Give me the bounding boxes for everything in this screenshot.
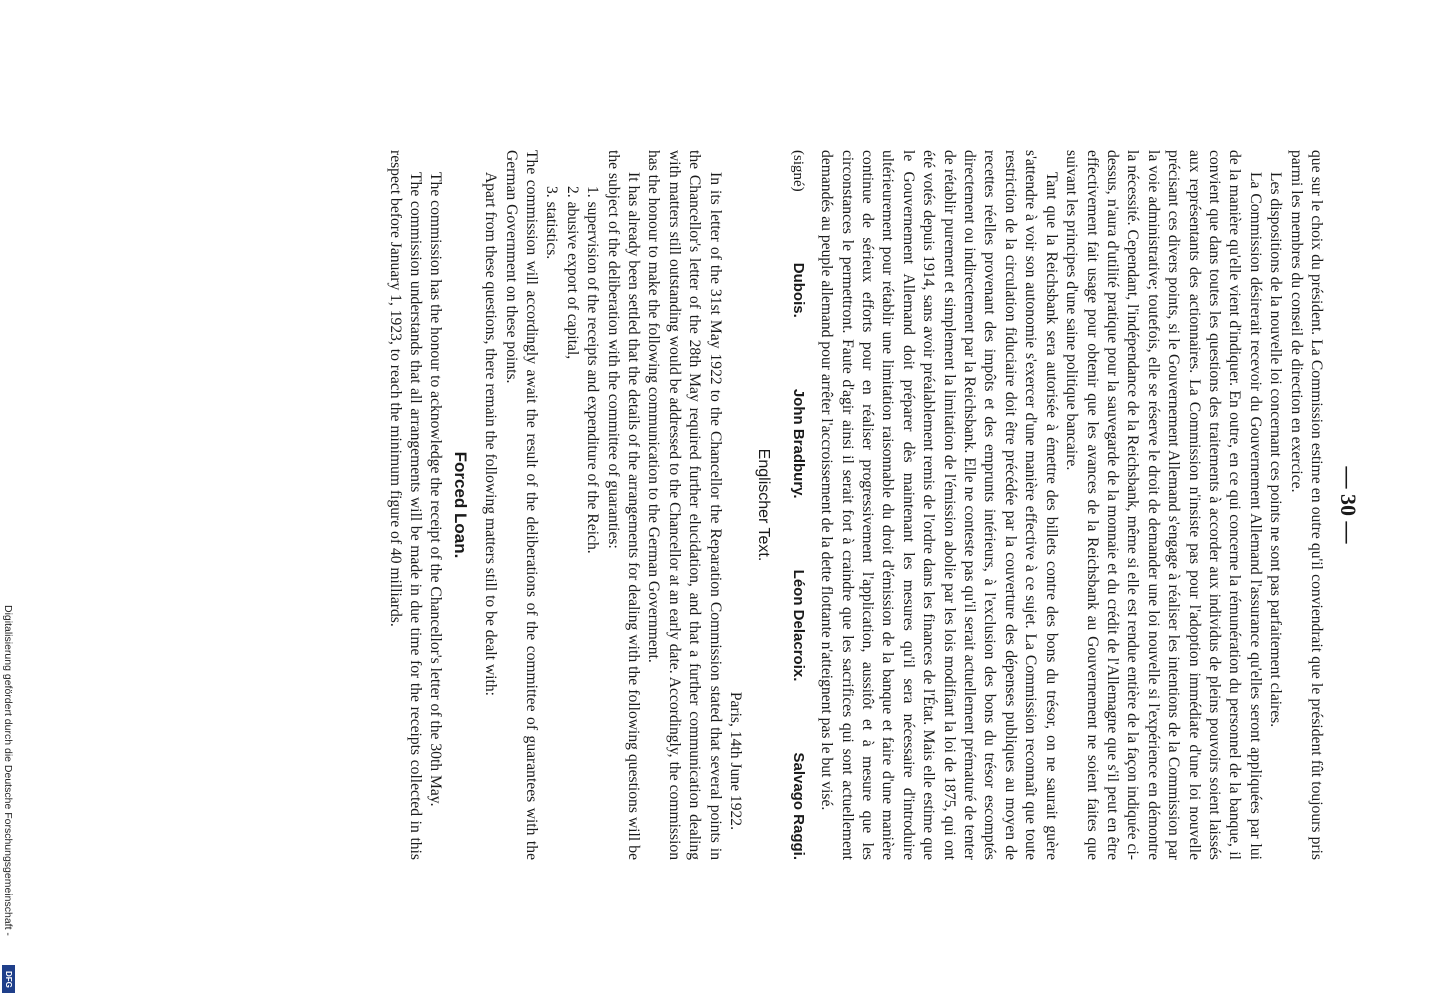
french-paragraph-3: La Commission désirerait recevoir du Gouvernement Allemand l'assurance qu'elles seront appliquées par lui de la manière qu'elle vient d'indiquer. En outre, en ce qui concerne la rémunération du personnel de la banque, il convient que dans toutes les questions des traitements à accorder aux individus de pleins pouvoirs soient laissés aux représentants des actionnaires. La Commission n'insiste pas pour l'adoption immédiate d'une loi nouvelle précisant ces divers points, si le Gouvernement Allemand s'engage à réaliser les intentions de la Commission par la voie administrative; toutefois, elle se réserve le droit de demander une loi nouvelle si l'expérience en démontre la nécessité. Cependant, l'indépendance de la Reichsbank, même si elle est rendue entière de la façon indiquée ci-dessus, n'aura d'utilité pratique pour la sauvegarde de la monnaie et du crédit de l'Allemagne que s'il peut en être effectivement fait usage pour obtenir que les avances de la Reichsbank au Gouvernement ne soient faites que suivant les principes d'une saine politique bancaire. [1063,150,1264,860]
list-item-2: 2. abusive export of capital, [563,186,581,360]
signature-line [787,150,807,860]
list-item-1: 1. supervision of the receipts and expenditure of the Reich. [584,186,602,554]
english-paragraph-2: It has already been settled that the details of the arrangements for dealing with the following questions will be the subject of the deliberation with the committee of guaranties: [604,150,642,860]
rotated-document-page [126,150,1361,860]
signature-bradbury: John Bradbury. [789,388,807,499]
english-heading: Englischer Text. [755,448,773,562]
signature-delacroix: Léon Delacroix. [789,569,807,682]
signature-raggi: Salvago Raggi. [789,752,807,860]
english-paragraph-1: In its letter of the 31st May 1922 to the Chancellor the Reparation Commission stated that several points in the Chancellor's letter of the 28th May required further elucidation, and that a further communication dealing with matters still outstanding would be addressed to the Chancellor at an early date. Accordingly, the commission has the honour to make the following communication to the German Government. [645,150,724,860]
list-item-3: 3. statistics. [543,186,561,260]
english-paragraph-3: The commission will accordingly await the result of the deliberations of the committee of guarantees with the German Government on these points. [502,150,540,860]
page-number: — 30 — [1336,466,1361,544]
english-paragraph-4: Apart from these questions, there remain the following matters still to be dealt with: [482,172,500,696]
forced-loan-paragraph-2: The commission understands that all arrangements will be made in due time for the receipts collected in this respect before January 1, 1923, to reach the minimum figure of 40 milliards. [386,150,424,860]
dateline: Paris, 14th June 1922. [727,691,745,830]
dfg-logo-icon: DFG [2,965,15,993]
french-paragraph-1: que sur le choix du président. La Commission estime en outre qu'il conviendrait que le président fût toujours pris parmi les membres du conseil de direction en exercice. [1287,150,1325,860]
digitization-note-text: Digitalisierung gefördert durch die Deutsche Forschungsgemeinschaft - [2,605,14,936]
signature-dubois: Dubois. [789,262,807,318]
forced-loan-heading: Forced Loan. [450,451,470,559]
forced-loan-paragraph-1: The commission has the honour to acknowledge the receipt of the Chancellor's letter of the 30th May. [427,172,445,807]
french-paragraph-4: Tant que la Reichsbank sera autorisée à émettre des billets contre des bons du trésor, on ne saurait guère s'attendre à voir son autonomie s'exercer d'une manière effective à ce sujet. La Commission reconnaît que toute restriction de la circulation fiduciaire doit être précédée par la couverture des dépenses publiques au moyen de recettes réelles provenant des impôts et des emprunts intérieurs, à l'exclusion des bons du trésor escomptés directement ou indirectement par la Reichsbank. Elle ne conteste pas qu'il serait actuellement prématuré de tenter de rétablir purement et simplement la limitation de l'émission abolie par les lois modifiant la loi de 1875, qui ont été votés depuis 1914, sans avoir préalablement remis de l'ordre dans les finances de l'État. Mais elle estime que le Gouvernement Allemand doit préparer dès maintenant les mesures qu'il sera nécessaire d'introduire ultérieurement pour rétablir une limitation raisonnable du droit d'émission de la banque et faire d'une manière continue de sérieux efforts pour en réaliser progressivement l'application, aussitôt et à mesure que les circonstances le permettront. Faute d'agir ainsi il serait fort à craindre que les sacrifices qui sont actuellement demandés au peuple allemand pour arrêter l'accroissement de la dette flottante n'atteignent pas le but visé. [818,150,1060,860]
french-paragraph-2: Les dispositions de la nouvelle loi concernant ces points ne sont pas parfaitement claires. [1267,172,1285,728]
signe-label: (signé) [789,150,806,192]
digitization-note [0,605,20,1000]
